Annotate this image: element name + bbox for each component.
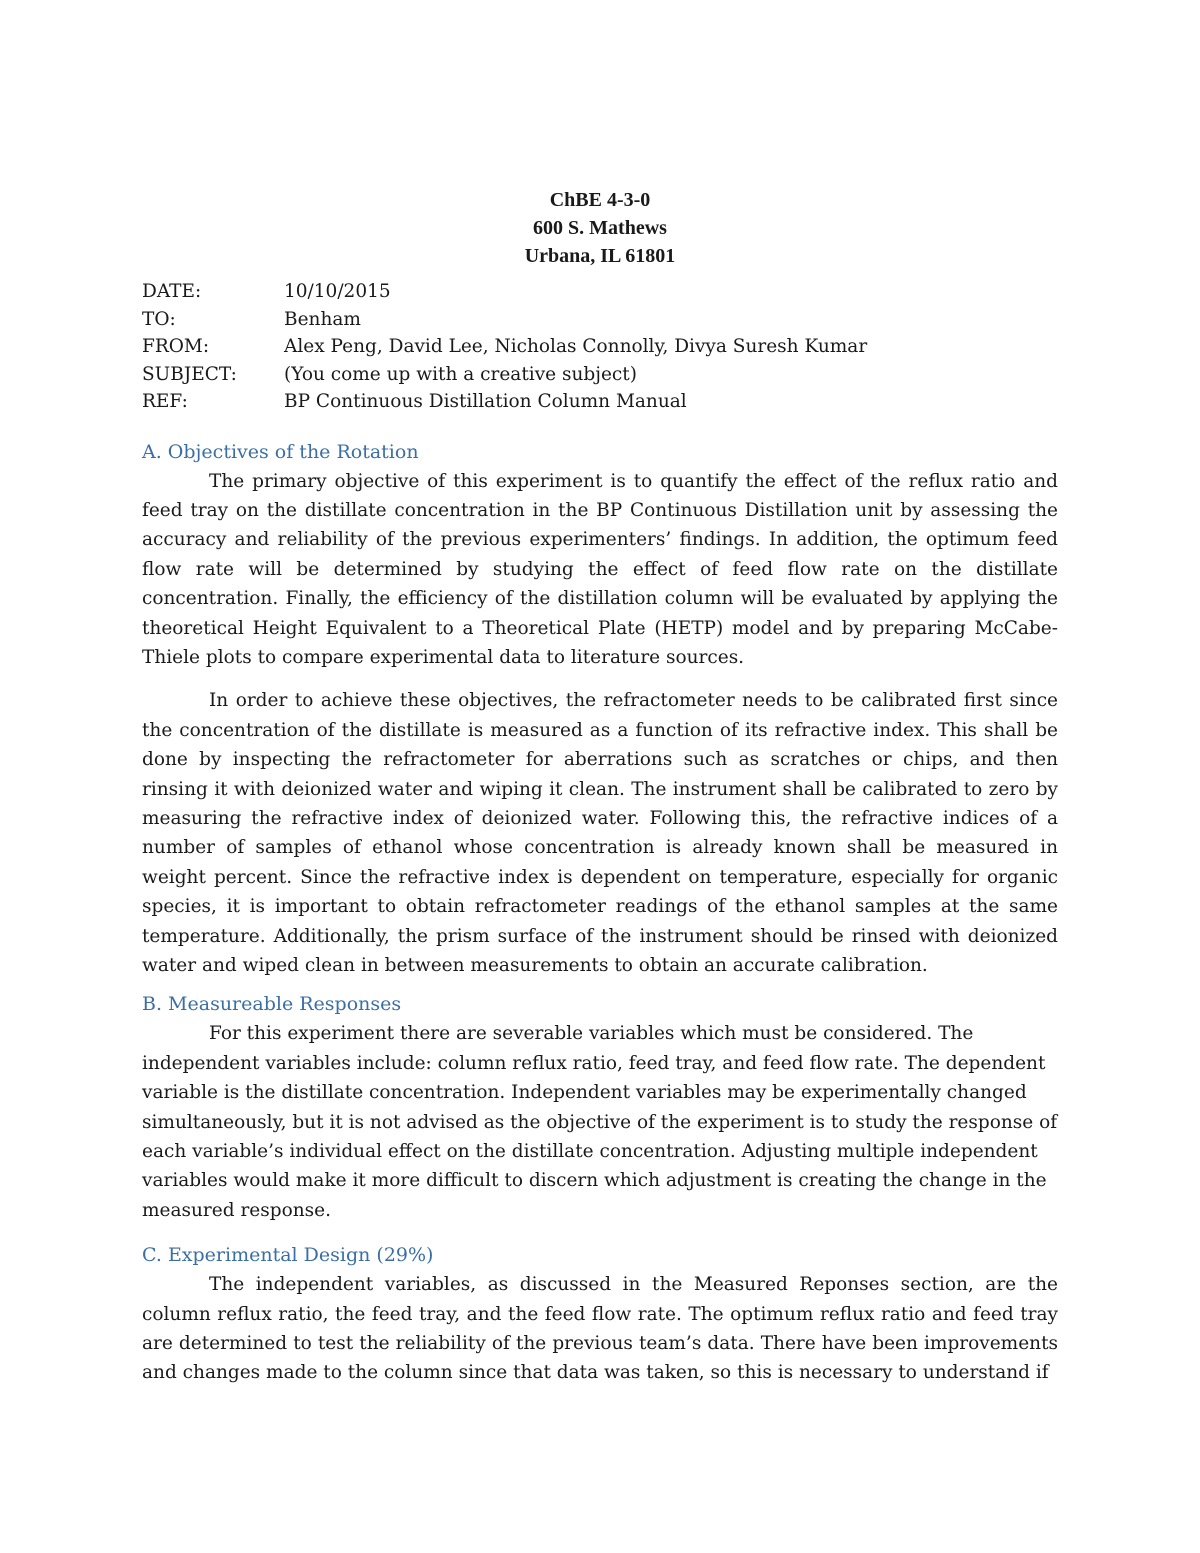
memo-header: [142, 278, 1058, 416]
letterhead-org: ChBE 4-3-0: [549, 189, 651, 211]
memo-subject-label: SUBJECT:: [142, 363, 237, 385]
memo-date-row: [142, 278, 1058, 306]
memo-from-value: Alex Peng, David Lee, Nicholas Connolly, Divya Suresh Kumar: [284, 336, 868, 357]
letterhead: [142, 186, 1058, 270]
section-b-paragraph-1: For this experiment there are severable variables which must be considered. The independent variables include: column reflux ratio, feed tray, and feed flow rate. The dependent variable is the distillate concentration. Independent variables may be experimentally changed simultaneously, but it is not advised as the objective of the experiment is to study the response of each variable’s individual effect on the distillate concentration. Adjusting multiple independent variables would make it more difficult to discern which adjustment is creating the change in the measured response.: [142, 1023, 1058, 1221]
memo-ref-value: BP Continuous Distillation Column Manual: [284, 391, 687, 412]
section-a-heading: A. Objectives of the Rotation: [142, 440, 419, 463]
memo-ref-label: REF:: [142, 391, 188, 412]
section-c-paragraph-1: The independent variables, as discussed in the Measured Reponses section, are the column reflux ratio, the feed tray, and the feed flow rate. The optimum reflux ratio and feed tray are determined to test the reliability of the previous team’s data. There have been improvements and changes made to the column since that data was taken, so this is necessary to understand if: [142, 1274, 1058, 1384]
section-b-heading: B. Measureable Responses: [142, 993, 402, 1016]
memo-ref-row: [142, 388, 1058, 416]
letterhead-city: Urbana, IL 61801: [524, 245, 676, 267]
memo-date-label: DATE:: [142, 281, 202, 302]
memo-subject-value: (You come up with a creative subject): [284, 363, 637, 385]
memo-from-row: [142, 333, 1058, 361]
section-a-paragraph-2: In order to achieve these objectives, the refractometer needs to be calibrated first since the concentration of the distillate is measured as a function of its refractive index. This shall be done by inspecting the refractometer for aberrations such as scratches or chips, and then rinsing it with deionized water and wiping it clean. The instrument shall be calibrated to zero by measuring the refractive index of deionized water. Following this, the refractive indices of a number of samples of ethanol whose concentration is already known shall be measured in weight percent. Since the refractive index is dependent on temperature, especially for organic species, it is important to obtain refractometer readings of the ethanol samples at the same temperature. Additionally, the prism surface of the instrument should be rinsed with deionized water and wiped clean in between measurements to obtain an accurate calibration.: [142, 690, 1058, 976]
section-c-heading: C. Experimental Design (29%): [142, 1244, 434, 1267]
memo-date-value: 10/10/2015: [284, 281, 391, 302]
memo-subject-row: [142, 361, 1058, 389]
memo-from-label: FROM:: [142, 336, 210, 357]
memo-to-value: Benham: [284, 308, 361, 330]
memo-to-label: TO:: [142, 308, 176, 330]
section-a-paragraph-1: The primary objective of this experiment is to quantify the effect of the reflux ratio and feed tray on the distillate concentration in the BP Continuous Distillation unit by assessing the accuracy and reliability of the previous experimenters’ findings. In addition, the optimum feed flow rate will be determined by studying the effect of feed flow rate on the distillate concentration. Finally, the efficiency of the distillation column will be evaluated by applying the theoretical Height Equivalent to a Theoretical Plate (HETP) model and by preparing McCabe-Thiele plots to compare experimental data to literature sources.: [142, 470, 1058, 668]
letterhead-street: 600 S. Mathews: [533, 217, 667, 239]
memo-to-row: [142, 306, 1058, 334]
